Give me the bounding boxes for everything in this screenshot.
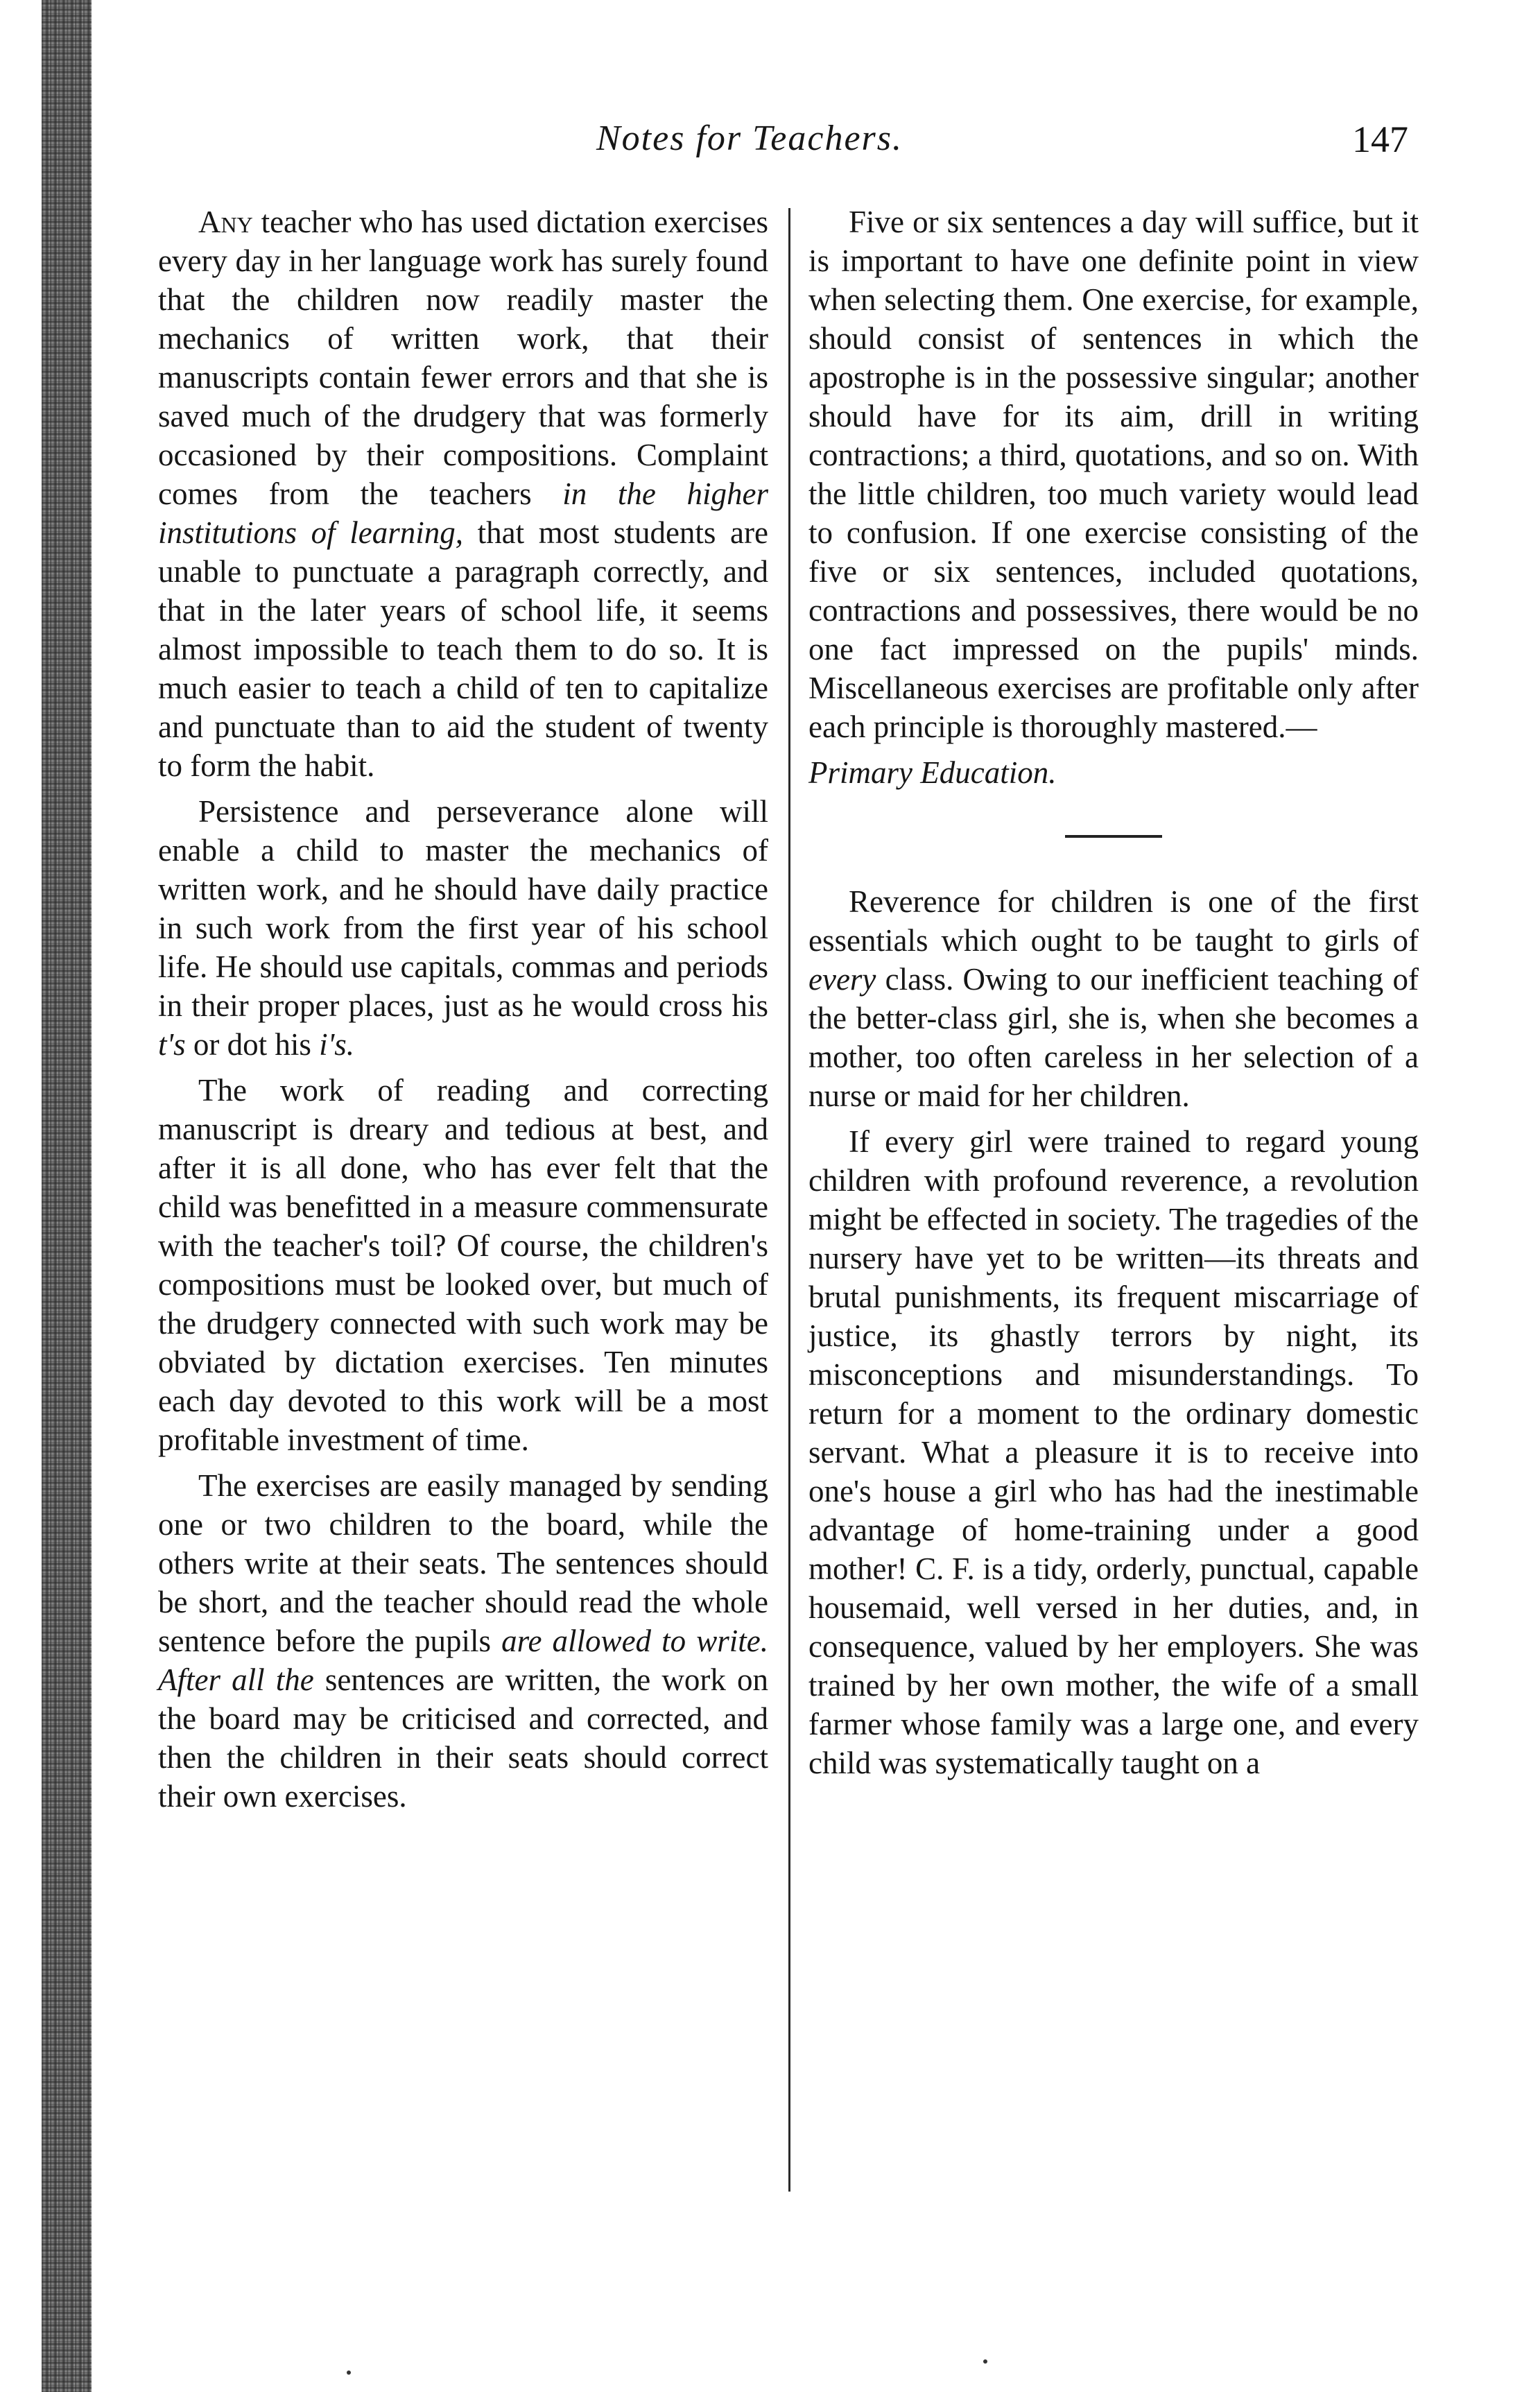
italic-run: every [808, 962, 876, 997]
italic-run: are allowed to write. [501, 1624, 768, 1658]
source-citation [808, 753, 1419, 792]
text-run: Persistence and perseverance alone will enable a child to master the mechanics of written work, and he should have daily practice in such work from the first year of his school life. He should use capitals, commas and periods in their proper places, just as he would cross his [158, 794, 768, 1023]
right-paragraph-1 [808, 203, 1419, 746]
italic-run: Primary Education. [808, 755, 1057, 790]
drop-lead: Any [198, 205, 253, 239]
print-speck [347, 2371, 351, 2375]
text-run: teacher who has used dictation exercises every day in her language work has surely found that the children now readily master the mechanics of written work, that their manuscripts contain fewer errors and that she is saved much of the drudgery that was formerly occasioned by their compositions. Complaint comes from the teachers [158, 205, 768, 511]
italic-run: i's. [319, 1027, 355, 1062]
print-speck [983, 2359, 987, 2364]
running-head [0, 118, 1540, 166]
right-column [808, 203, 1419, 1789]
text-run: sentences are written, the work on the board may be criticised and corrected, and then the children in their seats should correct their own exercises. [158, 1662, 768, 1814]
text-run: The exercises are easily managed by sending one or two children to the board, while the others write at their seats. The sentences should be short, and the teacher should read the whole sentence before the pupils [158, 1468, 768, 1658]
binding-edge [42, 0, 92, 2392]
right-paragraph-3: If every girl were trained to regard young children with profound reverence, a revolution might be effected in society. The tragedies of the nursery have yet to be written—its threats and brutal punishments, its frequent miscarriage of justice, its ghastly terrors by night, its misconceptions and misunderstandings. To return for a moment to the ordinary domestic servant. What a pleasure it is to receive into one's house a girl who has had the inestimable advantage of home-training under a good mother! C. F. is a tidy, orderly, punctual, capable housemaid, well versed in her duties, and, in consequence, valued by her employers. She was trained by her own mother, the wife of a small farmer whose family was a large one, and every child was systematically taught on a [808, 1124, 1419, 1780]
text-run: Reverence for children is one of the first essentials which ought to be taught to girls of [808, 884, 1419, 958]
text-run: Five or six sentences a day will suffice, but it is important to have one definite point in view when selecting them. One exercise, for example, should consist of sentences in which the apostrophe is in the possessive singular; another should have for its aim, drill in writing contractions; a third, quotations, and so on. With the little children, too much variety would lead to confusion. If one exercise consisting of the five or six sentences, included quotations, contractions and possessives, there would be no one fact impressed on the pupils' minds. Miscellaneous exercises are profitable only after each principle is thoroughly mastered.— [808, 205, 1419, 744]
text-run: or dot his [185, 1027, 320, 1062]
left-column [158, 203, 768, 1823]
italic-run: After all the [158, 1662, 314, 1697]
text-run: class. Owing to our inefficient teaching of the better-class girl, she is, when she becomes a mother, too often careless in her selection of a nurse or maid for her children. [808, 962, 1419, 1113]
left-paragraph-4 [158, 1466, 768, 1816]
section-divider [1065, 835, 1162, 838]
left-paragraph-3: The work of reading and correcting manuscript is dreary and tedious at best, and after it is all done, who has ever felt that the child was benefitted in a measure commensurate with the teacher's toil? Of course, the children's compositions must be looked over, but much of the drudgery connected with such work may be obviated by dictation exercises. Ten minutes each day devoted to this work will be a most profitable investment of time. [158, 1073, 768, 1457]
text-run: that most students are unable to punctuate a paragraph correctly, and that in the later years of school life, it seems almost impossible to teach them to do so. It is much easier to teach a child of ten to capitalize and punctuate than to aid the student of twenty to form the habit. [158, 515, 768, 783]
italic-run: in the higher institutions of learning, [158, 476, 769, 550]
page-number: 147 [1352, 119, 1408, 160]
right-paragraph-2 [808, 882, 1419, 1115]
column-rule [788, 208, 790, 2192]
left-paragraph-1 [158, 203, 768, 785]
italic-run: t's [158, 1027, 186, 1062]
running-title: Notes for Teachers. [596, 119, 903, 158]
left-paragraph-2 [158, 792, 768, 1064]
